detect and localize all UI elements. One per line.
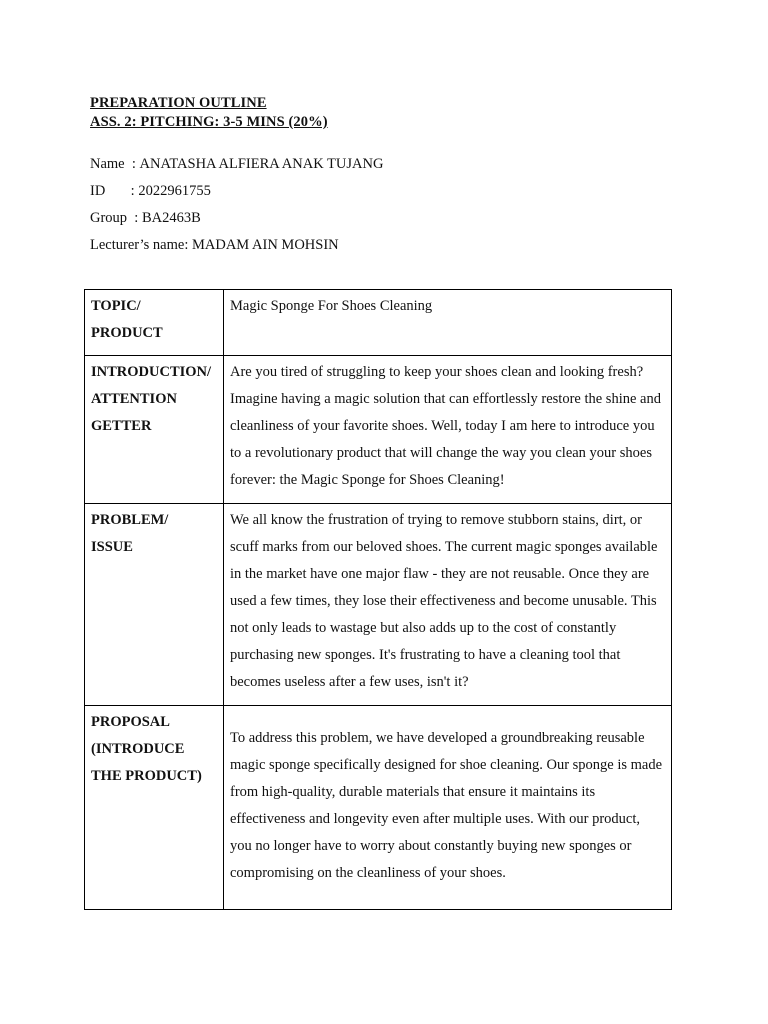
lecturer-line: [90, 236, 339, 254]
name-value: ANATASHA ALFIERA ANAK TUJANG: [139, 156, 384, 172]
row-content-problem: [224, 504, 672, 706]
label-line: PROPOSAL: [91, 714, 170, 730]
label-line: THE PRODUCT): [91, 768, 202, 784]
lecturer-label: Lecturer’s name:: [90, 237, 192, 253]
label-line: INTRODUCTION/: [91, 364, 212, 380]
group-label: Group :: [90, 210, 142, 226]
row-content-proposal: [224, 706, 672, 910]
content-text: We all know the frustration of trying to remove stubborn stains, dirt, or scuff marks from our beloved shoes. The current magic sponges available in the market have one major flaw - they are not reusable. Once they are used a few times, they lose their effectiveness and become unusable. This not only leads to wastage but also adds up to the cost of constantly purchasing new sponges. It's frustrating to have a cleaning tool that becomes useless after a few uses, isn't it?: [230, 512, 658, 690]
row-content-topic: [224, 290, 672, 356]
content-text: Are you tired of struggling to keep your shoes clean and looking fresh? Imagine having a magic solution that can effortlessly restore the shine and cleanliness of your favorite shoes. Well, today I am here to introduce you to a revolutionary product that will change the way you clean your shoes forever: the Magic Sponge for Shoes Cleaning!: [230, 364, 661, 488]
table-row-problem: [85, 504, 672, 706]
row-label-proposal: [85, 706, 224, 910]
row-label-problem: [85, 504, 224, 706]
label-line: (INTRODUCE: [91, 741, 185, 757]
outline-table: [84, 289, 672, 910]
id-value: 2022961755: [138, 183, 211, 199]
label-line: ATTENTION: [91, 391, 177, 407]
student-id-line: [90, 182, 211, 200]
student-group-line: [90, 209, 201, 227]
id-label: ID :: [90, 183, 139, 199]
row-content-introduction: [224, 356, 672, 504]
lecturer-value: MADAM AIN MOHSIN: [192, 237, 339, 253]
table-row-proposal: [85, 706, 672, 910]
group-value: BA2463B: [141, 210, 201, 226]
content-text: Magic Sponge For Shoes Cleaning: [230, 298, 433, 314]
name-label: Name :: [90, 156, 140, 172]
document-title: PREPARATION OUTLINE: [90, 95, 267, 111]
content-text: To address this problem, we have developed a groundbreaking reusable magic sponge specifically designed for shoe cleaning. Our sponge is made from high-quality, durable materials that ensure it maintains its effectiveness and longevity even after multiple uses. With our product, you no longer have to worry about constantly buying new sponges or compromising on the cleanliness of your shoes.: [230, 730, 663, 881]
label-line: PRODUCT: [91, 325, 163, 341]
label-line: GETTER: [91, 418, 152, 434]
row-label-topic: [85, 290, 224, 356]
table-row-introduction: [85, 356, 672, 504]
label-line: TOPIC/: [91, 298, 141, 314]
document-subtitle: ASS. 2: PITCHING: 3-5 MINS (20%): [90, 114, 328, 130]
label-line: ISSUE: [91, 539, 133, 555]
row-label-introduction: [85, 356, 224, 504]
table-row-topic: [85, 290, 672, 356]
student-name-line: [90, 155, 383, 173]
label-line: PROBLEM/: [91, 512, 169, 528]
